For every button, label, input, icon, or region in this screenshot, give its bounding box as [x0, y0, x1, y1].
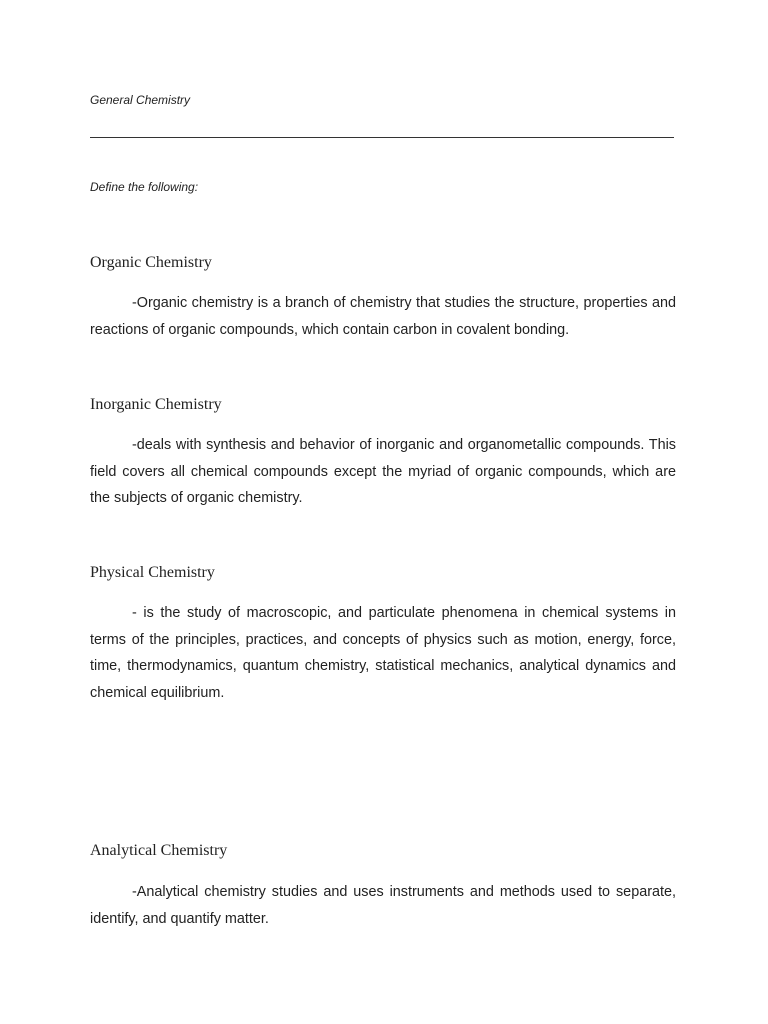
title-underline: [90, 137, 674, 138]
section-definition-physical: - is the study of macroscopic, and particulate phenomena in chemical systems in terms of the principles, practices, and concepts of physics such as motion, energy, force, time, thermodynamics, quantum chemistry, statistical mechanics, analytical dynamics and chemical equilibrium.: [90, 605, 676, 701]
section-definition-analytical: -Analytical chemistry studies and uses instruments and methods used to separate, identify, and quantify matter.: [90, 884, 676, 927]
section-definition-inorganic: -deals with synthesis and behavior of inorganic and organometallic compounds. This field covers all chemical compounds except the myriad of organic compounds, which are the subjects of organic chemistry.: [90, 437, 676, 506]
section-heading-inorganic: Inorganic Chemistry: [90, 396, 222, 413]
instruction-text: Define the following:: [90, 180, 199, 194]
section-heading-organic: Organic Chemistry: [90, 254, 212, 271]
course-title: General Chemistry: [90, 93, 191, 107]
section-heading-physical: Physical Chemistry: [90, 564, 215, 581]
section-definition-organic: -Organic chemistry is a branch of chemistry that studies the structure, properties and reactions of organic compounds, which contain carbon in covalent bonding.: [90, 295, 676, 338]
section-heading-analytical: Analytical Chemistry: [90, 842, 228, 859]
